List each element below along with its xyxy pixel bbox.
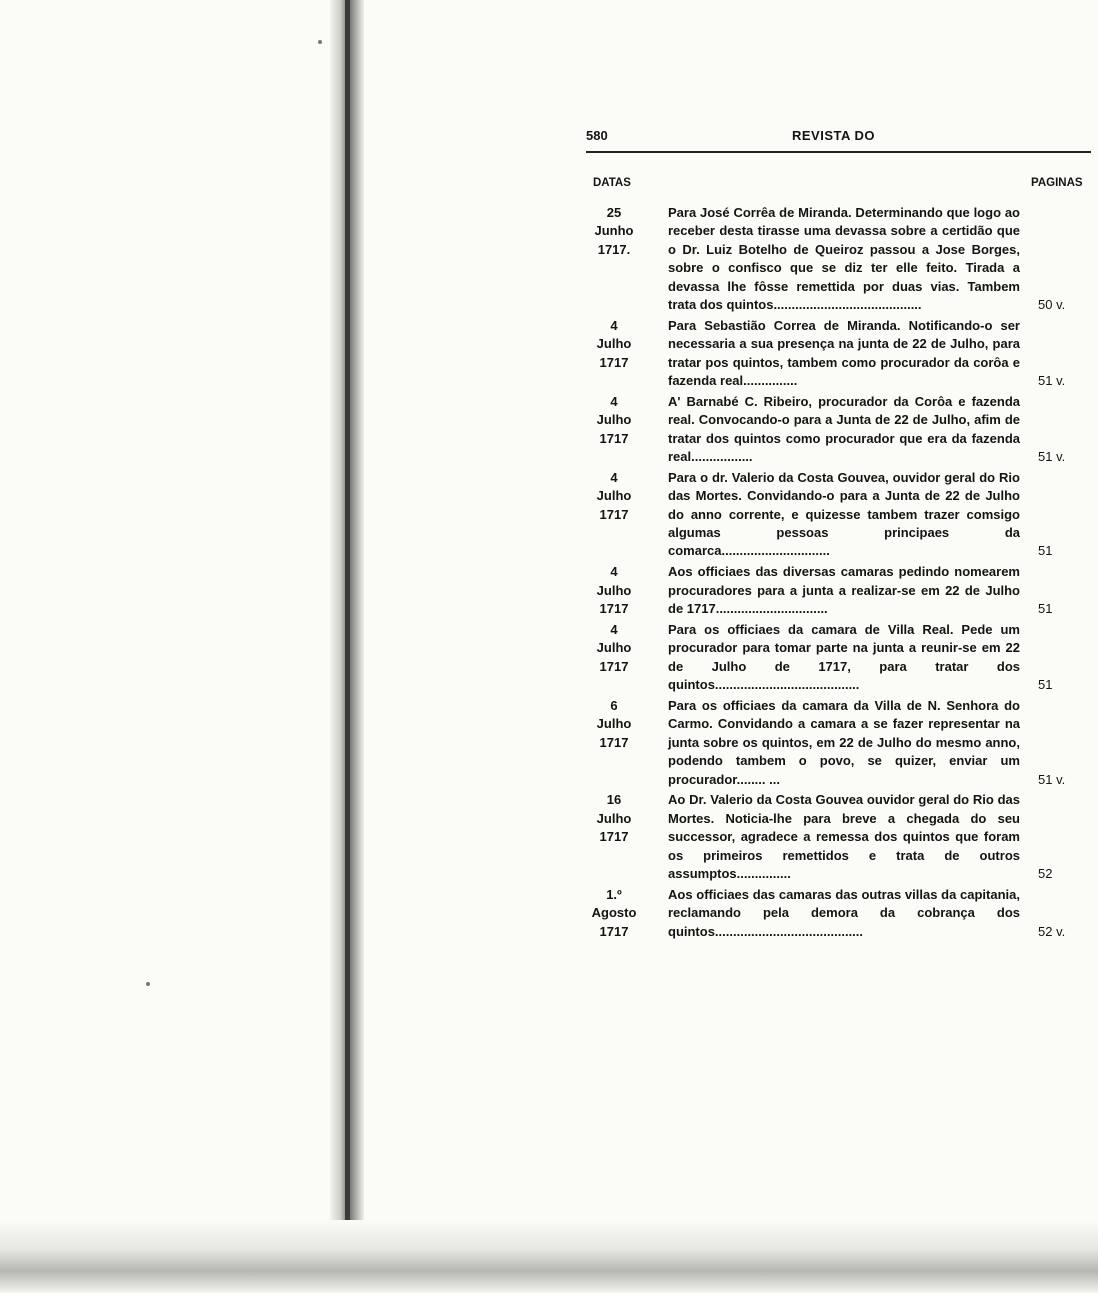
entry-date-year: 1717: [599, 923, 629, 939]
column-headings: [586, 177, 1098, 193]
book-page: [586, 120, 1098, 1080]
entry-date-year: 1717: [599, 658, 629, 674]
page-header: [586, 128, 1098, 152]
entry-description: Ao Dr. Valerio da Costa Gouvea ouvidor geral do Rio das Mortes. Noticia-lhe para breve a chegada do seu successor, agradece a remessa dos quintos que foram os primeiros remettidos e trata de outros assumptos...............: [668, 792, 1020, 881]
entry-page-reference: 51: [1038, 543, 1053, 559]
entry-date-year: 1717: [599, 601, 629, 617]
entry-date-month: Junho: [594, 223, 634, 239]
entry-date-day: 16: [606, 792, 622, 808]
entry-date: [586, 621, 642, 676]
entry-page-reference: 52: [1038, 865, 1053, 881]
entry-date: [586, 393, 642, 448]
speck: [318, 40, 322, 44]
entry-date-month: Julho: [596, 488, 632, 504]
entry-description: Para os officiaes da camara da Villa de N. Senhora do Carmo. Convidando a camara a se fazer representar na junta sobre os quintos, em 22 de Julho do mesmo anno, podendo tambem o povo, se quizer, enviar um procurador........ ...: [668, 697, 1020, 787]
entry-date: [586, 563, 642, 618]
entry-page-reference: 51 v.: [1038, 771, 1066, 787]
entry-date: [586, 886, 642, 941]
entry-date-day: 6: [610, 697, 618, 713]
entry-date-month: Julho: [596, 640, 632, 656]
entry-description: A' Barnabé C. Ribeiro, procurador da Corôa e fazenda real. Convocando-o para a Junta de 22 de Julho, afim de tratar dos quintos como procurador que era da fazenda real.................: [668, 393, 1020, 465]
index-entry: [586, 563, 1098, 618]
entry-date-year: 1717: [599, 506, 629, 522]
index-entry: [586, 393, 1098, 467]
entry-page-reference: 51 v.: [1038, 373, 1066, 389]
book-gutter: [345, 0, 350, 1293]
index-entry: [586, 791, 1098, 883]
entry-date-year: 1717: [599, 430, 629, 446]
entry-date-day: 4: [610, 317, 618, 333]
entry-page-reference: 51 v.: [1038, 449, 1066, 465]
index-entry: [586, 317, 1098, 391]
running-title: REVISTA DO: [792, 128, 876, 143]
page-bottom-edge: [0, 1220, 1098, 1293]
entry-description: Para o dr. Valerio da Costa Gouvea, ouvidor geral do Rio das Mortes. Convidando-o para a Junta de 22 de Julho do anno corrente, e quizesse tambem trazer comsigo algumas pessoas principaes da comarca..............................: [668, 469, 1020, 559]
entry-description: Para Sebastião Correa de Miranda. Notificando-o ser necessaria a sua presença na junta de 22 de Julho, para tratar pos quintos, tambem como procurador da corôa e fazenda real...............: [668, 317, 1020, 389]
entry-page-reference: 52 v.: [1038, 923, 1066, 939]
index-entry: [586, 886, 1098, 941]
entry-date-day: 1.º: [606, 886, 622, 902]
entry-date-month: Agosto: [591, 905, 637, 921]
entry-date-day: 25: [606, 205, 622, 220]
entry-date-month: Julho: [596, 336, 632, 352]
entry-description: Para os officiaes da camara de Villa Real. Pede um procurador para tomar parte na junta a reunir-se em 22 de Julho de 1717, para tratar dos quintos........................................: [668, 621, 1020, 693]
entry-page-reference: 51: [1038, 601, 1053, 617]
entry-date-day: 4: [610, 393, 618, 409]
entry-date: [586, 697, 642, 752]
page-number: 580: [586, 128, 608, 143]
entry-date-month: Julho: [596, 412, 632, 428]
header-rule: [586, 151, 1091, 153]
entry-date-day: 4: [610, 621, 618, 637]
entry-date: [586, 204, 642, 259]
index-entry: [586, 469, 1098, 561]
entry-date: [586, 469, 642, 524]
entry-date-year: 1717: [599, 829, 629, 845]
entry-date-day: 4: [610, 469, 618, 485]
index-entry: [586, 204, 1098, 314]
entry-page-reference: 50 v.: [1038, 297, 1066, 313]
entry-date-year: 1717: [599, 354, 629, 370]
column-heading-dates: DATAS: [593, 177, 631, 189]
column-heading-pages: PAGINAS: [1031, 177, 1083, 189]
index-entries: [586, 204, 1098, 943]
entry-date-month: Julho: [596, 582, 632, 598]
entry-date: [586, 317, 642, 372]
entry-date-month: Julho: [596, 810, 632, 826]
speck: [146, 982, 150, 986]
index-entry: [586, 621, 1098, 695]
entry-date-year: 1717.: [597, 241, 631, 257]
index-entry: [586, 697, 1098, 789]
entry-description: Para José Corrêa de Miranda. Determinando que logo ao receber desta tirasse uma devassa sobre a certidão que o Dr. Luiz Botelho de Queiroz passou a Jose Borges, sobre o confisco que se diz ter elle feito. Tirada a devassa lhe fôsse remettida por duas vias. Tambem trata dos quintos.........................................: [668, 205, 1020, 313]
entry-description: Aos officiaes das camaras das outras villas da capitania, reclamando pela demora da cobrança dos quintos.........................................: [668, 886, 1020, 939]
entry-description: Aos officiaes das diversas camaras pedindo nomearem procuradores para a junta a realizar-se em 22 de Julho de 1717...............................: [668, 564, 1020, 617]
entry-date-month: Julho: [596, 716, 632, 732]
entry-date-year: 1717: [599, 734, 629, 750]
entry-date-day: 4: [610, 564, 618, 580]
entry-page-reference: 51: [1038, 677, 1053, 693]
entry-date: [586, 791, 642, 846]
